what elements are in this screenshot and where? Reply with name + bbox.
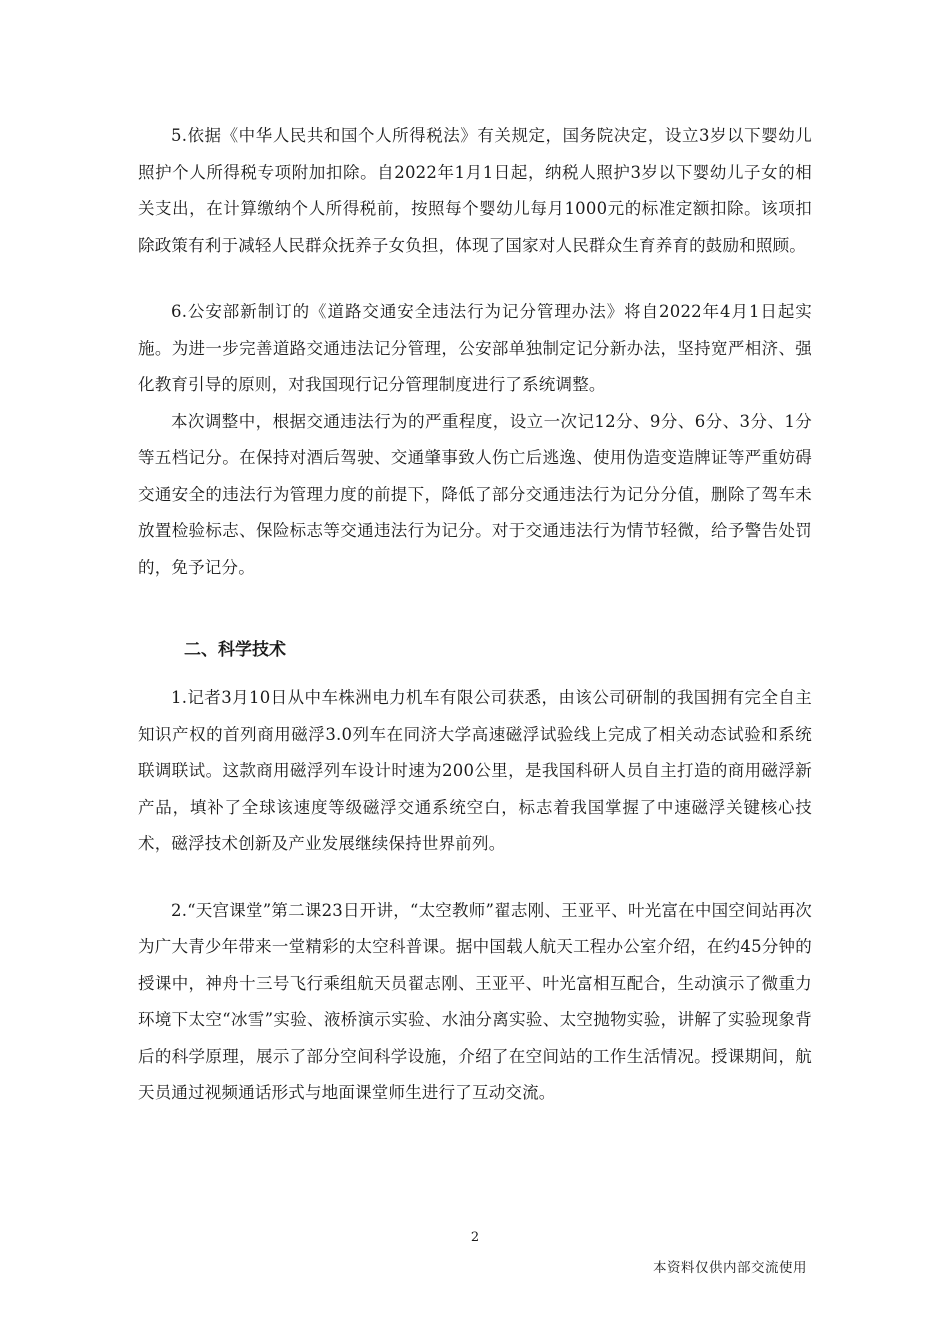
paragraph-item-5: 5.依据《中华人民共和国个人所得税法》有关规定，国务院决定，设立3岁以下婴幼儿照护个人所得税专项附加扣除。自2022年1月1日起，纳税人照护3岁以下婴幼儿子女的相关支出，在计算缴纳个人所得税前，按照每个婴幼儿每月1000元的标准定额扣除。该项扣除政策有利于减轻人民群众抚养子女负担，体现了国家对人民群众生育养育的鼓励和照顾。 [138,126,812,255]
heading-gap [138,668,812,680]
page-body [138,118,812,1112]
section-gap [138,586,812,632]
paragraph-item-6-continued: 本次调整中，根据交通违法行为的严重程度，设立一次记12分、9分、6分、3分、1分等五档记分。在保持对酒后驾驶、交通肇事致人伤亡后逃逸、使用伪造变造牌证等严重妨碍交通安全的违法行为管理力度的前提下，降低了部分交通违法行为记分分值，删除了驾车未放置检验标志、保险标志等交通违法行为记分。对于交通违法行为情节轻微，给予警告处罚的，免予记分。 [138,411,812,577]
footer-note: 本资料仅供内部交流使用 [653,1260,807,1276]
paragraph-item-6: 6.公安部新制订的《道路交通安全违法行为记分管理办法》将自2022年4月1日起实施。为进一步完善道路交通违法记分管理，公安部单独制定记分新办法，坚持宽严相济、强化教育引导的原则，对我国现行记分管理制度进行了系统调整。 [138,302,812,394]
section-heading-science: 二、科学技术 [184,640,286,660]
paragraph-gap [138,863,812,893]
paragraph-science-1: 1.记者3月10日从中车株洲电力机车有限公司获悉，由该公司研制的我国拥有完全自主知识产权的首列商用磁浮3.0列车在同济大学高速磁浮试验线上完成了相关动态试验和系统联调联试。这款商用磁浮列车设计时速为200公里，是我国科研人员自主打造的商用磁浮新产品，填补了全球该速度等级磁浮交通系统空白，标志着我国掌握了中速磁浮关键核心技术，磁浮技术创新及产业发展继续保持世界前列。 [138,688,812,853]
paragraph-gap [138,264,812,294]
page-number: 2 [470,1230,480,1245]
paragraph-science-2: 2.“天宫课堂”第二课23日开讲，“太空教师”翟志刚、王亚平、叶光富在中国空间站再次为广大青少年带来一堂精彩的太空科普课。据中国载人航天工程办公室介绍，在约45分钟的授课中，神舟十三号飞行乘组航天员翟志刚、王亚平、叶光富相互配合，生动演示了微重力环境下太空“冰雪”实验、液桥演示实验、水油分离实验、太空抛物实验，讲解了实验现象背后的科学原理，展示了部分空间科学设施，介绍了在空间站的工作生活情况。授课期间，航天员通过视频通话形式与地面课堂师生进行了互动交流。 [138,900,812,1102]
